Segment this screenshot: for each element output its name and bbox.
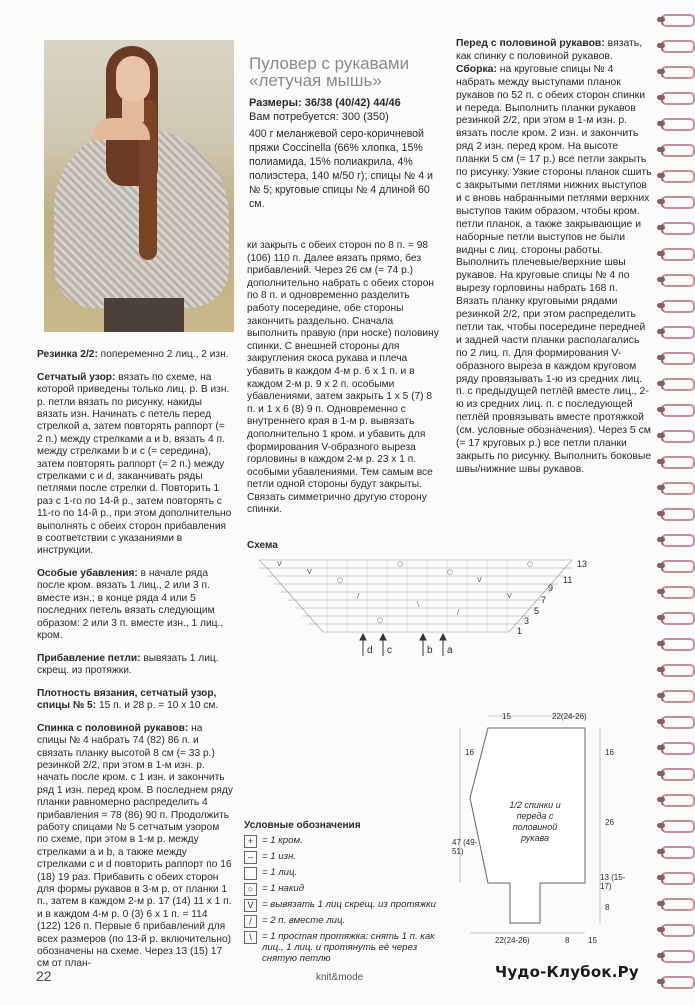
svg-text:V: V	[277, 560, 282, 568]
svg-text:V: V	[307, 568, 312, 576]
row-label-11: 11	[563, 575, 573, 585]
schema-dim: 8	[605, 903, 610, 912]
middle-column-text: ки закрыть с обеих сторон по 8 п. = 98 (106) 110 п. Далее вязать прямо, без прибавлений. Через 26 см (= 74 р.) дополнительно набрать с обеих сторон по 8 п. и одновременно разделить работу посередине, обе стороны закончить раздельно. Сначала выполнить правую (при носке) половину спинки. С внешней стороны для закругления скоса рукава и плеча убавить в каждом 4-м р. 6 х 1 п. и в каждом 2-м р. 9 х 2 п. особыми убавлениями, затем закрыть 1 х 5 (7) 8 п. и 1 х 6 (8) 9 п. Одновременно с внутреннего края в 1-м р. вывязать дополнительно 1 кром. и убавить для формирования V-образного выреза горловины в каждом 2-м р. 23 х 1 п. особыми убавлениями. Тем самым все петли одной стороны будут закрыты. Связать симметрично другую сторону спинки.	[247, 240, 439, 516]
section-label: Сборка:	[456, 63, 497, 75]
section-label: Перед с половиной рукавов:	[456, 38, 605, 49]
knitting-chart	[247, 540, 587, 670]
left-column-text	[37, 339, 233, 981]
section-label: Прибавление петли:	[37, 652, 141, 664]
legend-item: V = вывязать 1 лиц скрещ. из протяжки	[244, 899, 444, 912]
section-text: 15 п. и 28 р. = 10 х 10 см.	[96, 700, 219, 712]
section-text: на круговые спицы № 4 набрать между выступами планок рукавов по 52 п. с обеих сторон спинки и переда. Выполнить планки рукавов резинкой 2/2, при этом в 1-м изн. р. вязать после кром. 2 изн. и закончить ряд 2 изн. перед кром. На высоте планки 5 см (= 17 р.) все петли закрыть по рисунку. Узкие стороны планок сшить с закрытыми петлями нижних выступов и с вновь набранными петлями верхних выступов таким образом, чтобы кром. петли планок, а также закрывающие и наборные петли выступов не были видны с лиц. стороны работы. Выполнить плечевые/верхние швы рукавов. На круговые спицы № 4 по вырезу горловины набрать 168 п. Вязать планку круговыми рядами резинкой 2/2, при этом распределить петли так, чтобы посередине передней и задней части планки располагались по 2 лиц. п. Для формирования V-образного выреза в каждом круговом ряду провязывать 1-ю из средних лиц. п. с предыдущей петлёй вместе лиц., 2-ю из средних лиц. п. с последующей петлёй провязывать вместе протяжкой (см. условные обозначения). Через 5 см (= 17 круговых р.) все петли планки закрыть по рисунку. Выполнить боковые швы/нижние швы рукавов.	[456, 63, 652, 475]
pattern-schema	[440, 708, 655, 958]
arrow-label-b: b	[427, 645, 433, 656]
section-text: на спицы № 4 набрать 74 (82) 86 п. и связать планку высотой 8 см (= 33 р.) резинкой 2/2, при этом в 1-м изн. р. начать после кром. с 1 изн. и закончить ряд 1 изн. перед кром. В последнем ряду планки равномерно распределить 4 прибавления = 78 (86) 90 п. Продолжить работу спицами № 5 сетчатым узором по схеме, при этом в 1-м р. между стрелками a и b, а также между стрелками c и d повторить раппорт по 16 (18) 19 раз. Прибавить с обеих сторон для формы рукавов в 3-м р. от планки 1 п., затем в каждом 2-м р. 17 (14) 11 х 1 п. и в каждом 4-м р. 0 (3) 6 х 1 п. = 114 (122) 126 п. Первые 6 прибавлений для всех размеров (по 13-й р. включительно) обозначены на схеме. Через 13 (15) 17 см от план-	[37, 722, 233, 970]
arrow-label-d: d	[367, 645, 373, 656]
arrow-label-c: c	[387, 645, 392, 656]
schema-dim: 22(24-26)	[495, 936, 530, 945]
schema-label: 1/2 спинки и переда с половиной рукава	[509, 800, 561, 843]
section-text: вязать по схеме, на которой приведены только лиц. р. В изн. р. петли вязать по рисунку, накиды вязать изн. Начинать с петель перед стрелкой а, затем повторять раппорт (= 2 п.) между стрелками a и b, вязать 4 п. между стрелками b и c (= середина), затем повторять раппорт (= 2 п.) между стрелками c и d, заканчивать ряды петлями после стрелки d. Повторить 1 раз с 1-го по 14-й р., затем повторять с 11-го по 14-й р., при этом дополнительно выполнять с обеих сторон прибавления в соответствии с указаниями в инструкции.	[37, 371, 232, 557]
legend-item: / = 2 п. вместе лиц.	[244, 915, 444, 928]
page-title: Пуловер с рукавами «летучая мышь»	[249, 54, 410, 90]
arrows	[247, 632, 587, 672]
legend-item: = 1 лиц.	[244, 867, 444, 880]
legend	[244, 820, 444, 967]
svg-text:○: ○	[527, 560, 534, 568]
schema-dim: 13 (15-17)	[600, 873, 626, 891]
row-label-1: 1	[517, 626, 523, 636]
chart-title: Схема	[247, 540, 278, 551]
arrow-label-a: a	[447, 645, 453, 656]
spiral-binding	[655, 0, 695, 1005]
schema-dim: 15	[588, 936, 597, 945]
row-label-9: 9	[548, 583, 554, 593]
schema-dim: 16	[465, 748, 474, 757]
svg-text:\: \	[417, 600, 420, 608]
schema-dim: 8	[565, 936, 570, 945]
legend-item: + = 1 кром.	[244, 835, 444, 848]
model-photo	[44, 40, 234, 332]
svg-text:○: ○	[377, 616, 384, 624]
section-text: вывязать 1 лиц. скрещ. из протяжки.	[37, 652, 219, 677]
sizes: Размеры: 36/38 (40/42) 44/46	[249, 97, 401, 109]
svg-text:V: V	[477, 576, 482, 584]
schema-dim: 22(24-26)	[552, 712, 587, 721]
svg-text:○: ○	[337, 576, 344, 584]
schema-dim: 15	[502, 712, 511, 721]
footer-brand: knit&mode	[316, 972, 364, 983]
legend-item: \ = 1 простая протяжка: снять 1 п. как лиц., 1 лиц. и протянуть её через снятую петлю	[244, 931, 444, 964]
svg-text:○: ○	[447, 568, 454, 576]
yarn-description: 400 г меланжевой серо-коричневой пряжи Coccinella (66% хлопка, 15% полиамида, 15% полиакрила, 4% полиэстера, 140 м/50 г); спицы № 4 и № 5; круговые спицы № 4 длиной 60 см.	[249, 128, 433, 210]
watermark: Чудо-Клубок.Ру	[495, 963, 639, 981]
svg-text:/: /	[357, 592, 360, 600]
legend-item: ○ = 1 накид	[244, 883, 444, 896]
section-label: Сетчатый узор:	[37, 371, 116, 383]
legend-title: Условные обозначения	[244, 820, 361, 831]
schema-dim: 47 (49-51)	[452, 838, 478, 856]
row-label-7: 7	[541, 595, 547, 605]
section-text: вязать, как спинку с половиной рукавов.	[456, 38, 643, 62]
section-text: в начале ряда после кром. вязать 1 лиц., 2 или 3 п. вместе изн.; в конце ряда 4 или 5 последних петель вязать следующим образом: 2 или 3 п. вместе изн., 1 лиц., кром.	[37, 568, 224, 642]
page-number: 22	[36, 968, 52, 984]
row-label-13: 13	[577, 559, 588, 569]
schema-dim: 16	[605, 748, 614, 757]
schema-dim: 26	[605, 818, 614, 827]
svg-text:○: ○	[397, 560, 404, 568]
section-label: Резинка 2/2:	[37, 349, 98, 361]
section-label: Спинка с половиной рукавов:	[37, 722, 189, 734]
svg-text:V: V	[507, 592, 512, 600]
legend-item: – = 1 изн.	[244, 851, 444, 864]
row-label-5: 5	[534, 606, 540, 616]
section-label: Плотность вязания, сетчатый узор, спицы № 5:	[37, 687, 217, 712]
materials-needed: Вам потребуется: 300 (350)	[249, 111, 389, 123]
right-column-text	[456, 38, 652, 477]
section-text: попеременно 2 лиц., 2 изн.	[97, 349, 229, 361]
row-label-3: 3	[524, 616, 530, 626]
svg-text:/: /	[457, 608, 460, 616]
section-label: Особые убавления:	[37, 568, 138, 580]
